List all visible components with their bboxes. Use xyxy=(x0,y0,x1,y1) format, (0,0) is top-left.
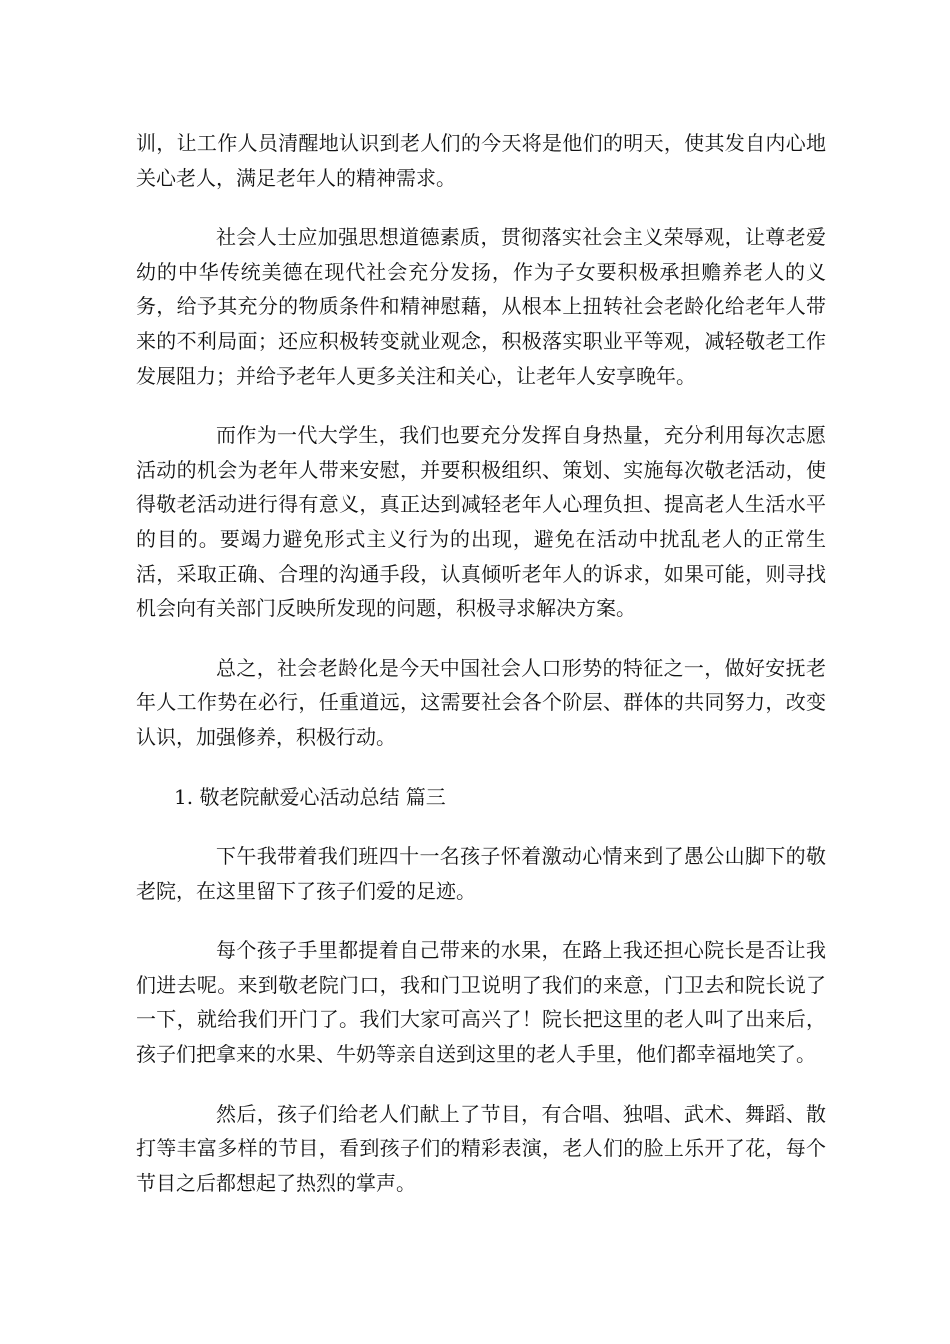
paragraph-visit-intro: 下午我带着我们班四十一名孩子怀着激动心情来到了愚公山脚下的敬老院，在这里留下了孩子们爱的足迹。 xyxy=(136,844,826,903)
paragraph-continued: 训，让工作人员清醒地认识到老人们的今天将是他们的明天，使其发自内心地关心老人，满足老年人的精神需求。 xyxy=(136,131,826,190)
section-heading: 1. 敬老院献爱心活动总结 篇三 xyxy=(174,784,446,809)
paragraph-students-role: 而作为一代大学生，我们也要充分发挥自身热量，充分利用每次志愿活动的机会为老年人带来安慰，并要积极组织、策划、实施每次敬老活动，使得敬老活动进行得有意义，真正达到减轻老年人心理负担、提高老人生活水平的目的。要竭力避免形式主义行为的出现，避免在活动中扰乱老人的正常生活，采取正确、合理的沟通手段，认真倾听老年人的诉求，如果可能，则寻找机会向有关部门反映所发现的问题，积极寻求解决方案。 xyxy=(136,423,826,621)
paragraph-conclusion: 总之，社会老龄化是今天中国社会人口形势的特征之一，做好安抚老年人工作势在必行，任重道远，这需要社会各个阶层、群体的共同努力，改变认识，加强修养，积极行动。 xyxy=(136,655,826,749)
paragraph-social-responsibility: 社会人士应加强思想道德素质，贯彻落实社会主义荣辱观，让尊老爱幼的中华传统美德在现代社会充分发扬，作为子女要积极承担赡养老人的义务，给予其充分的物质条件和精神慰藉，从根本上扭转社会老龄化给老年人带来的不利局面；还应积极转变就业观念，积极落实职业平等观，减轻敬老工作发展阻力；并给予老年人更多关注和关心，让老年人安享晚年。 xyxy=(136,225,826,388)
paragraph-visit-arrival: 每个孩子手里都提着自己带来的水果，在路上我还担心院长是否让我们进去呢。来到敬老院门口，我和门卫说明了我们的来意，门卫去和院长说了一下，就给我们开门了。我们大家可高兴了！院长把这里的老人叫了出来后，孩子们把拿来的水果、牛奶等亲自送到这里的老人手里，他们都幸福地笑了。 xyxy=(136,938,826,1067)
paragraph-visit-performance: 然后，孩子们给老人们献上了节目，有合唱、独唱、武术、舞蹈、散打等丰富多样的节目，看到孩子们的精彩表演，老人们的脸上乐开了花，每个节目之后都想起了热烈的掌声。 xyxy=(136,1101,826,1195)
document-body xyxy=(136,126,826,1225)
